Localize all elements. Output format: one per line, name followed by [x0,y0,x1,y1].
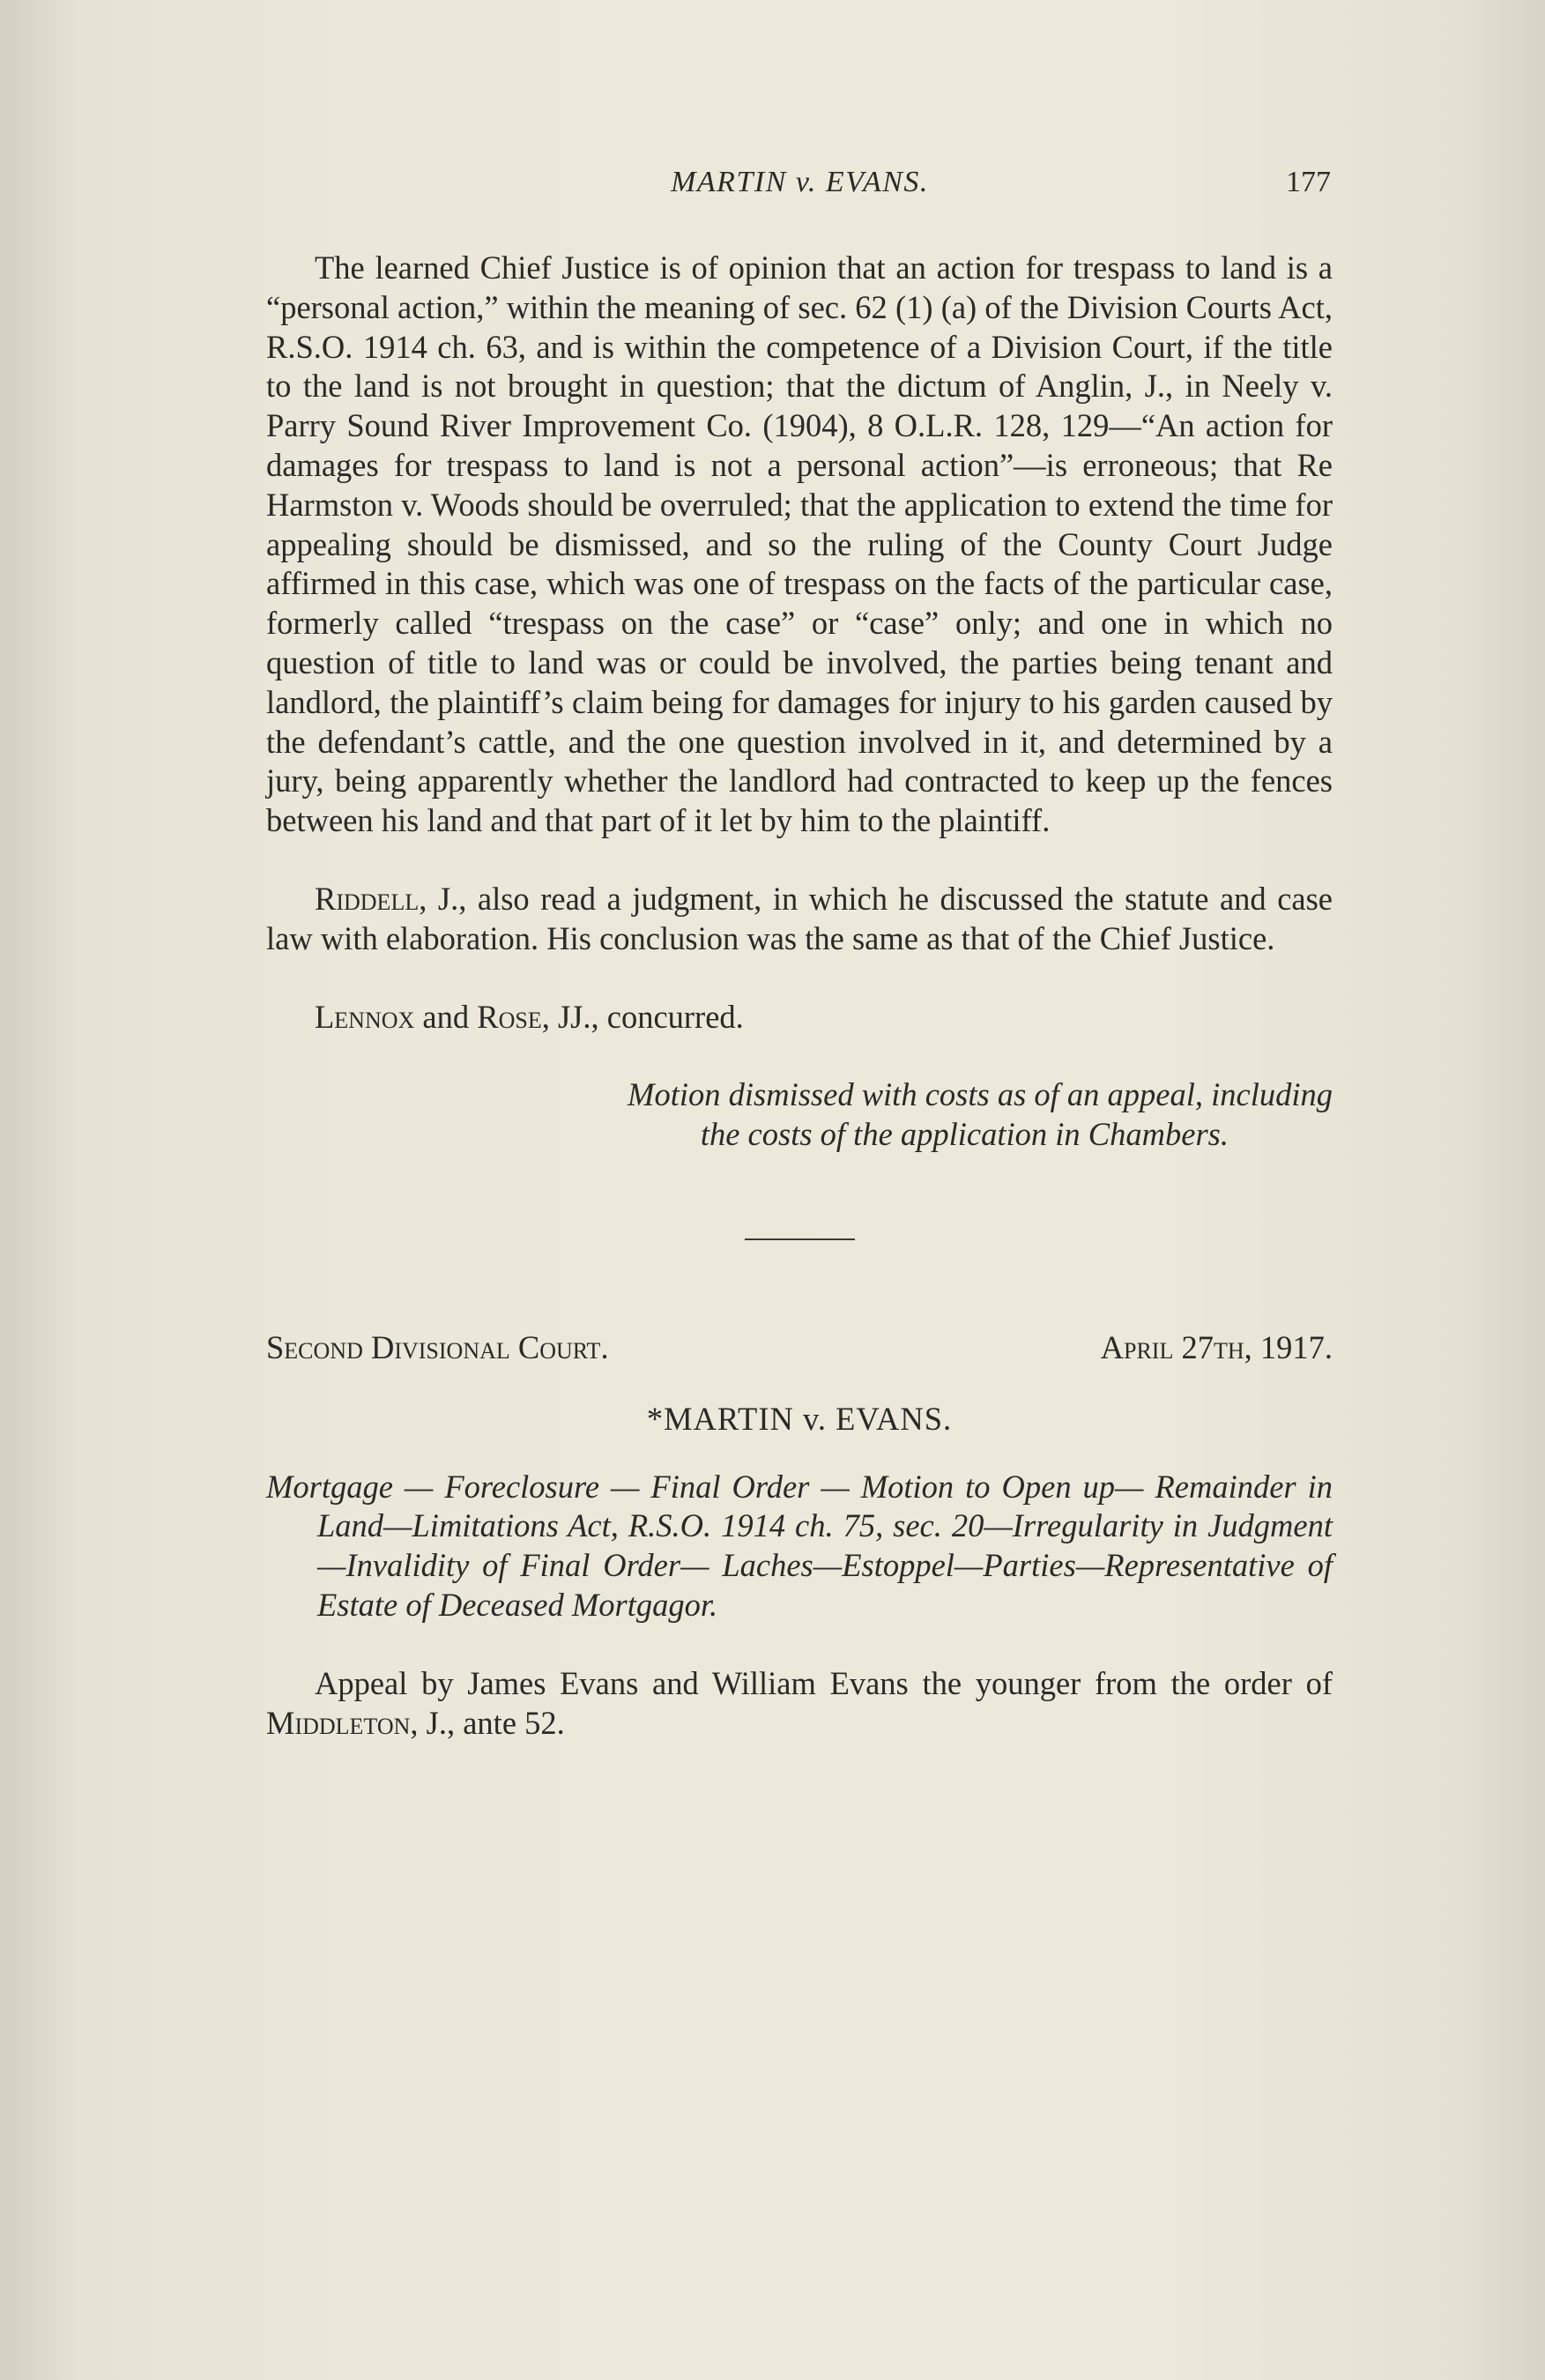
paragraph-riddell [266,880,1333,959]
court-line [266,1328,1333,1368]
paragraph-gap [266,1037,1333,1075]
paragraph-gap [266,841,1333,880]
case-title: *MARTIN v. EVANS. [646,1400,953,1437]
body-text [266,249,1333,1743]
riddell-text: , J., also read a judgment, in which he discussed the statute and case law with elaboration. His conclusion was the same as that of the Chief Justice. [266,880,1333,956]
section-divider [745,1238,855,1240]
running-head [269,166,1331,219]
judge-name-rose: Rose [477,998,542,1035]
running-title: MARTIN v. EVANS. [671,166,929,198]
disposition [266,1075,1333,1155]
judge-name-riddell: Riddell [315,880,420,917]
paragraph-appeal [266,1664,1333,1744]
disposition-line-2: the costs of the application in Chambers. [700,1116,1229,1153]
court-name: Second Divisional Court. [266,1328,609,1365]
concurred-and: and [414,998,478,1035]
disposition-line-1: Motion dismissed with costs as of an appeal, including [628,1076,1333,1113]
headnote: Mortgage — Foreclosure — Final Order — Motion to Open up— Remainder in Land—Limitations Act, R.S.O. 1914 ch. 75, sec. 20—Irregularity in Judgment—Invalidity of Final Order— Laches—Estoppel—Parties—Representative of Estate of Deceased Mortgagor. [266,1468,1333,1623]
judge-name-lennox: Lennox [315,998,415,1035]
paragraph-gap [266,959,1333,998]
appeal-text-end: , J., ante 52. [410,1704,565,1741]
page-number: 177 [1286,166,1331,198]
concurred-text: , JJ., concurred. [541,998,744,1035]
court-date: April 27th, 1917. [1100,1328,1333,1365]
paragraph-chief-justice-opinion: The learned Chief Justice is of opinion that an action for trespass to land is a “personal action,” within the meaning of sec. 62 (1) (a) of the Division Courts Act, R.S.O. 1914 ch. 63, and is within the competence of a Division Court, if the title to the land is not brought in question; that the dictum of Anglin, J., in Neely v. Parry Sound River Improvement Co. (1904), 8 O.L.R. 128, 129—“An action for damages for trespass to land is not a personal action”—is erroneous; that Re Harmston v. Woods should be overruled; that the application to extend the time for appealing should be dismissed, and so the ruling of the County Court Judge affirmed in this case, which was one of trespass on the facts of the particular case, formerly called “trespass on the case” or “case” only; and one in which no question of title to land was or could be involved, the parties being tenant and landlord, the plaintiff’s claim being for damages for injury to his garden caused by the defendant’s cattle, and the one question involved in it, and determined by a jury, being apparently whether the landlord had contracted to keep up the fences between his land and that part of it let by him to the plaintiff. [266,249,1333,839]
judge-name-middleton: Middleton [266,1704,411,1741]
appeal-text-start: Appeal by James Evans and William Evans the younger from the order of [315,1664,1333,1701]
paragraph-concurred [266,998,1333,1038]
